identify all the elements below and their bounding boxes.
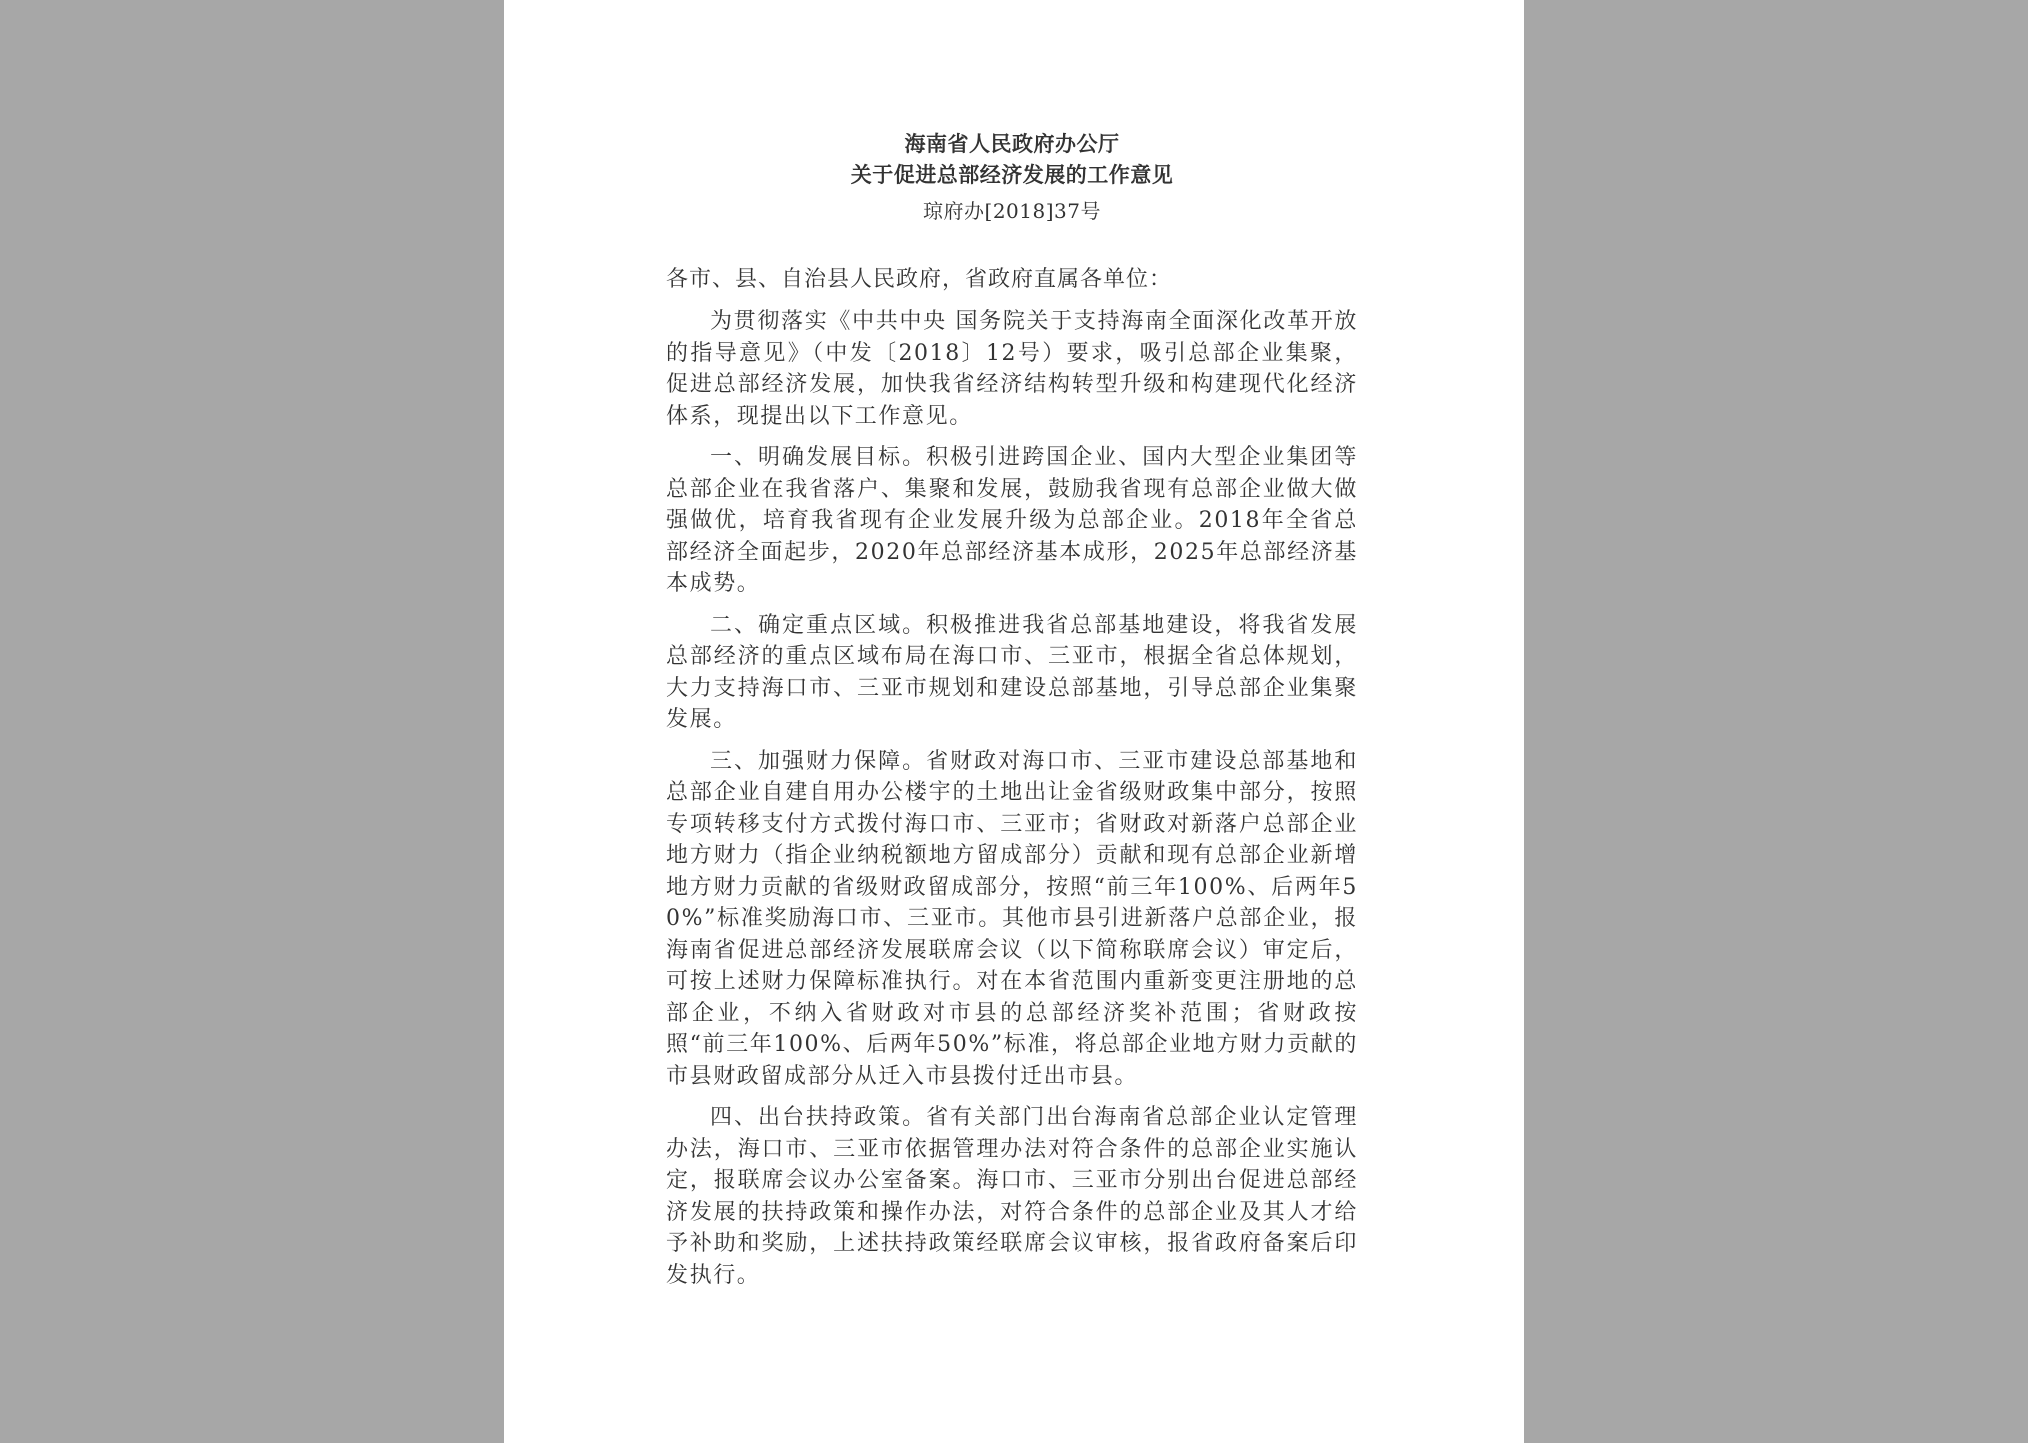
paragraph-section-1: 一、明确发展目标。积极引进跨国企业、国内大型企业集团等总部企业在我省落户、集聚和发展，鼓励我省现有总部企业做大做强做优，培育我省现有企业发展升级为总部企业。2018年全省总部经济全面起步，2020年总部经济基本成形，2025年总部经济基本成势。	[666, 445, 1358, 596]
paragraph-intro: 为贯彻落实《中共中央 国务院关于支持海南全面深化改革开放的指导意见》（中发〔2018〕12号）要求，吸引总部企业集聚，促进总部经济发展，加快我省经济结构转型升级和构建现代化经济体系，现提出以下工作意见。	[666, 309, 1358, 429]
title-line-2: 关于促进总部经济发展的工作意见	[850, 162, 1174, 187]
paragraph-section-3: 三、加强财力保障。省财政对海口市、三亚市建设总部基地和总部企业自建自用办公楼宇的土地出让金省级财政集中部分，按照专项转移支付方式拨付海口市、三亚市；省财政对新落户总部企业地方财力（指企业纳税额地方留成部分）贡献和现有总部企业新增地方财力贡献的省级财政留成部分，按照“前三年100%、后两年50%”标准奖励海口市、三亚市。其他市县引进新落户总部企业，报海南省促进总部经济发展联席会议（以下简称联席会议）审定后，可按上述财力保障标准执行。对在本省范围内重新变更注册地的总部企业，不纳入省财政对市县的总部经济奖补范围；省财政按照“前三年100%、后两年50%”标准，将总部企业地方财力贡献的市县财政留成部分从迁入市县拨付迁出市县。	[666, 748, 1358, 1089]
title-line-1: 海南省人民政府办公厅	[904, 131, 1120, 156]
document-page	[504, 0, 1524, 1443]
document-number: 琼府办[2018]37号	[923, 199, 1101, 223]
paragraph-section-4: 四、出台扶持政策。省有关部门出台海南省总部企业认定管理办法，海口市、三亚市依据管理办法对符合条件的总部企业实施认定，报联席会议办公室备案。海口市、三亚市分别出台促进总部经济发展的扶持政策和操作办法，对符合条件的总部企业及其人才给予补助和奖励，上述扶持政策经联席会议审核，报省政府备案后印发执行。	[666, 1105, 1358, 1288]
page-content	[666, 128, 1358, 1301]
addressee: 各市、县、自治县人民政府，省政府直属各单位：	[666, 267, 1173, 292]
paragraph-section-2: 二、确定重点区域。积极推进我省总部基地建设，将我省发展总部经济的重点区域布局在海口市、三亚市，根据全省总体规划，大力支持海口市、三亚市规划和建设总部基地，引导总部企业集聚发展。	[666, 612, 1358, 732]
